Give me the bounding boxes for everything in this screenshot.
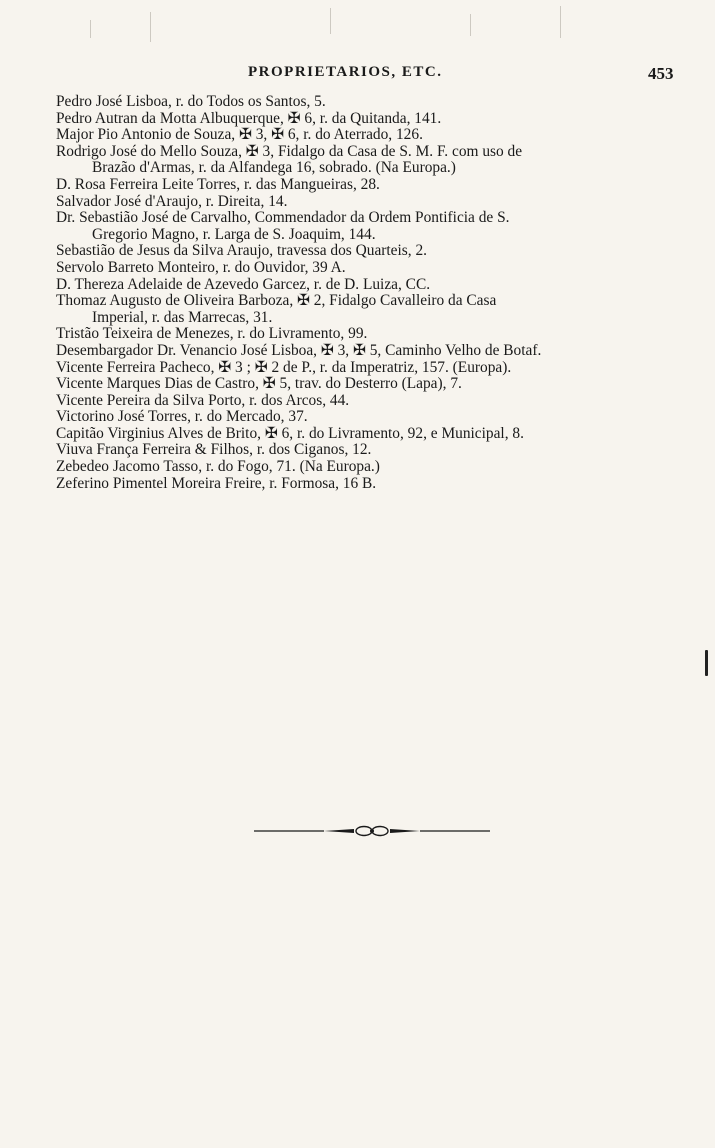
list-item (56, 260, 684, 277)
entry-line: Vicente Pereira da Silva Porto, r. dos Arcos, 44. (56, 391, 350, 409)
entry-continuation-line: Gregorio Magno, r. Larga de S. Joaquim, 144. (92, 225, 376, 243)
entry-line: Dr. Sebastião José de Carvalho, Commendador da Ordem Pontificia de S. (56, 209, 510, 227)
entry-line: D. Thereza Adelaide de Azevedo Garcez, r. de D. Luiza, CC. (56, 275, 431, 293)
list-item (56, 360, 684, 377)
entry-line: Major Pio Antonio de Souza, ✠ 3, ✠ 6, r. do Aterrado, 126. (56, 126, 423, 144)
ornament-rule-icon (254, 820, 490, 842)
list-item (56, 194, 684, 211)
entry-line: Thomaz Augusto de Oliveira Barboza, ✠ 2, Fidalgo Cavalleiro da Casa (56, 292, 497, 310)
list-item (56, 426, 684, 443)
list-item (56, 210, 684, 243)
entry-line: D. Rosa Ferreira Leite Torres, r. das Mangueiras, 28. (56, 175, 380, 193)
entry-line: Victorino José Torres, r. do Mercado, 37. (56, 408, 308, 426)
list-item (56, 243, 684, 260)
list-item (56, 393, 684, 410)
list-item (56, 94, 684, 111)
list-item (56, 376, 684, 393)
page-number: 453 (648, 64, 674, 83)
list-item (56, 127, 684, 144)
entry-line: Desembargador Dr. Venancio José Lisboa, ✠ 3, ✠ 5, Caminho Velho de Botaf. (56, 341, 542, 359)
list-item (56, 277, 684, 294)
entry-line: Capitão Virginius Alves de Brito, ✠ 6, r. do Livramento, 92, e Municipal, 8. (56, 424, 524, 442)
list-item (56, 409, 684, 426)
list-item (56, 293, 684, 326)
proprietors-list (56, 94, 684, 492)
list-item (56, 144, 684, 177)
page-header (0, 64, 715, 88)
list-item (56, 343, 684, 360)
entry-line: Pedro Autran da Motta Albuquerque, ✠ 6, r. da Quitanda, 141. (56, 109, 442, 127)
entry-line: Salvador José d'Araujo, r. Direita, 14. (56, 192, 288, 210)
entry-line: Vicente Ferreira Pacheco, ✠ 3 ; ✠ 2 de P., r. da Imperatriz, 157. (Europa). (56, 358, 512, 376)
running-head: PROPRIETARIOS, ETC. (248, 64, 443, 80)
list-item (56, 177, 684, 194)
entry-line: Servolo Barreto Monteiro, r. do Ouvidor, 39 A. (56, 258, 346, 276)
list-item (56, 459, 684, 476)
margin-mark (705, 650, 708, 676)
list-item (56, 326, 684, 343)
entry-line: Vicente Marques Dias de Castro, ✠ 5, trav. do Desterro (Lapa), 7. (56, 375, 462, 393)
entry-line: Zebedeo Jacomo Tasso, r. do Fogo, 71. (Na Europa.) (56, 458, 380, 476)
entry-line: Zeferino Pimentel Moreira Freire, r. Formosa, 16 B. (56, 474, 377, 492)
entry-line: Tristão Teixeira de Menezes, r. do Livramento, 99. (56, 325, 368, 343)
entry-line: Pedro José Lisboa, r. do Todos os Santos, 5. (56, 93, 326, 110)
list-item (56, 111, 684, 128)
list-item (56, 442, 684, 459)
entry-line: Viuva França Ferreira & Filhos, r. dos Ciganos, 12. (56, 441, 372, 459)
entry-continuation-line: Brazão d'Armas, r. da Alfandega 16, sobrado. (Na Europa.) (92, 159, 456, 177)
entry-line: Rodrigo José do Mello Souza, ✠ 3, Fidalgo da Casa de S. M. F. com uso de (56, 142, 523, 160)
list-item (56, 476, 684, 493)
entry-line: Sebastião de Jesus da Silva Araujo, travessa dos Quarteis, 2. (56, 242, 428, 260)
entry-continuation-line: Imperial, r. das Marrecas, 31. (92, 308, 273, 326)
